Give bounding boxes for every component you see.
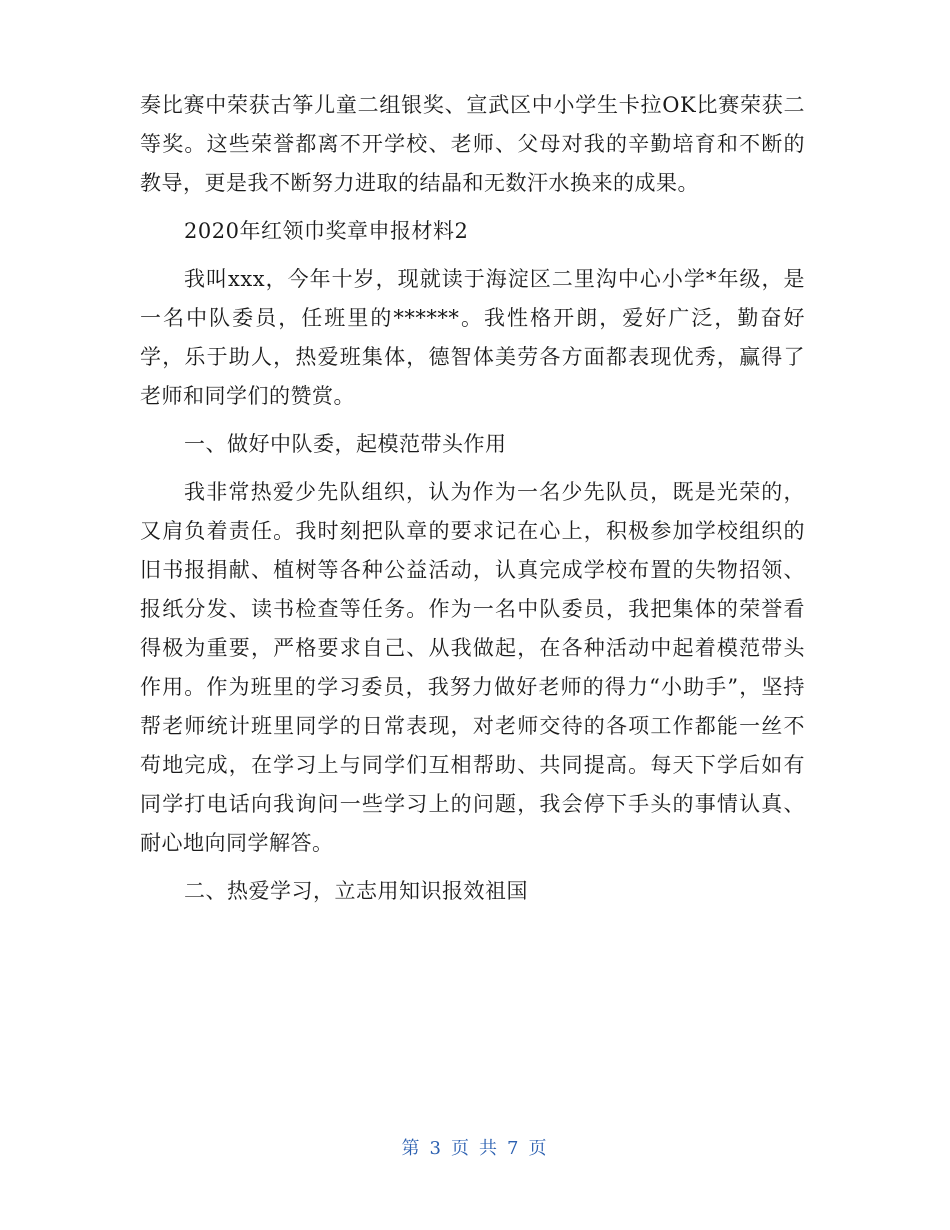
footer-label-unit: 页 [451, 1138, 471, 1159]
footer-label-unit2: 页 [528, 1138, 549, 1159]
footer-label-total: 共 [479, 1138, 499, 1159]
section-heading-1: 一、做好中队委，起模范带头作用 [184, 432, 507, 456]
paragraph-intro: 我叫xxx，今年十岁，现就读于海淀区二里沟中心小学*年级，是一名中队委员，任班里的******。我性格开朗，爱好广泛，勤奋好学，乐于助人，热爱班集体，德智体美劳各方面都表现优秀，赢得了老师和同学们的赞赏。 [140, 267, 805, 408]
footer-current-page: 3 [429, 1138, 443, 1159]
section-title: 2020年红领巾奖章申报材料2 [184, 219, 469, 243]
page-footer [0, 1134, 950, 1160]
paragraph-section-1: 我非常热爱少先队组织，认为作为一名少先队员，既是光荣的，又肩负着责任。我时刻把队章的要求记在心上，积极参加学校组织的旧书报捐献、植树等各种公益活动，认真完成学校布置的失物招领、报纸分发、读书检查等任务。作为一名中队委员，我把集体的荣誉看得极为重要，严格要求自己、从我做起，在各种活动中起着模范带头作用。作为班里的学习委员，我努力做好老师的得力“小助手”，坚持帮老师统计班里同学的日常表现，对老师交待的各项工作都能一丝不苟地完成，在学习上与同学们互相帮助、共同提高。每天下学后如有同学打电话向我询问一些学习上的问题，我会停下手头的事情认真、耐心地向同学解答。 [140, 480, 805, 855]
section-heading-2: 二、热爱学习，立志用知识报效祖国 [184, 879, 528, 903]
document-body [140, 86, 805, 920]
footer-label-page: 第 [401, 1138, 422, 1159]
footer-total-pages: 7 [507, 1138, 521, 1159]
paragraph-continuation: 奏比赛中荣获古筝儿童二组银奖、宣武区中小学生卡拉OK比赛荣获二等奖。这些荣誉都离不开学校、老师、父母对我的辛勤培育和不断的教导，更是我不断努力进取的结晶和无数汗水换来的成果。 [140, 93, 805, 195]
